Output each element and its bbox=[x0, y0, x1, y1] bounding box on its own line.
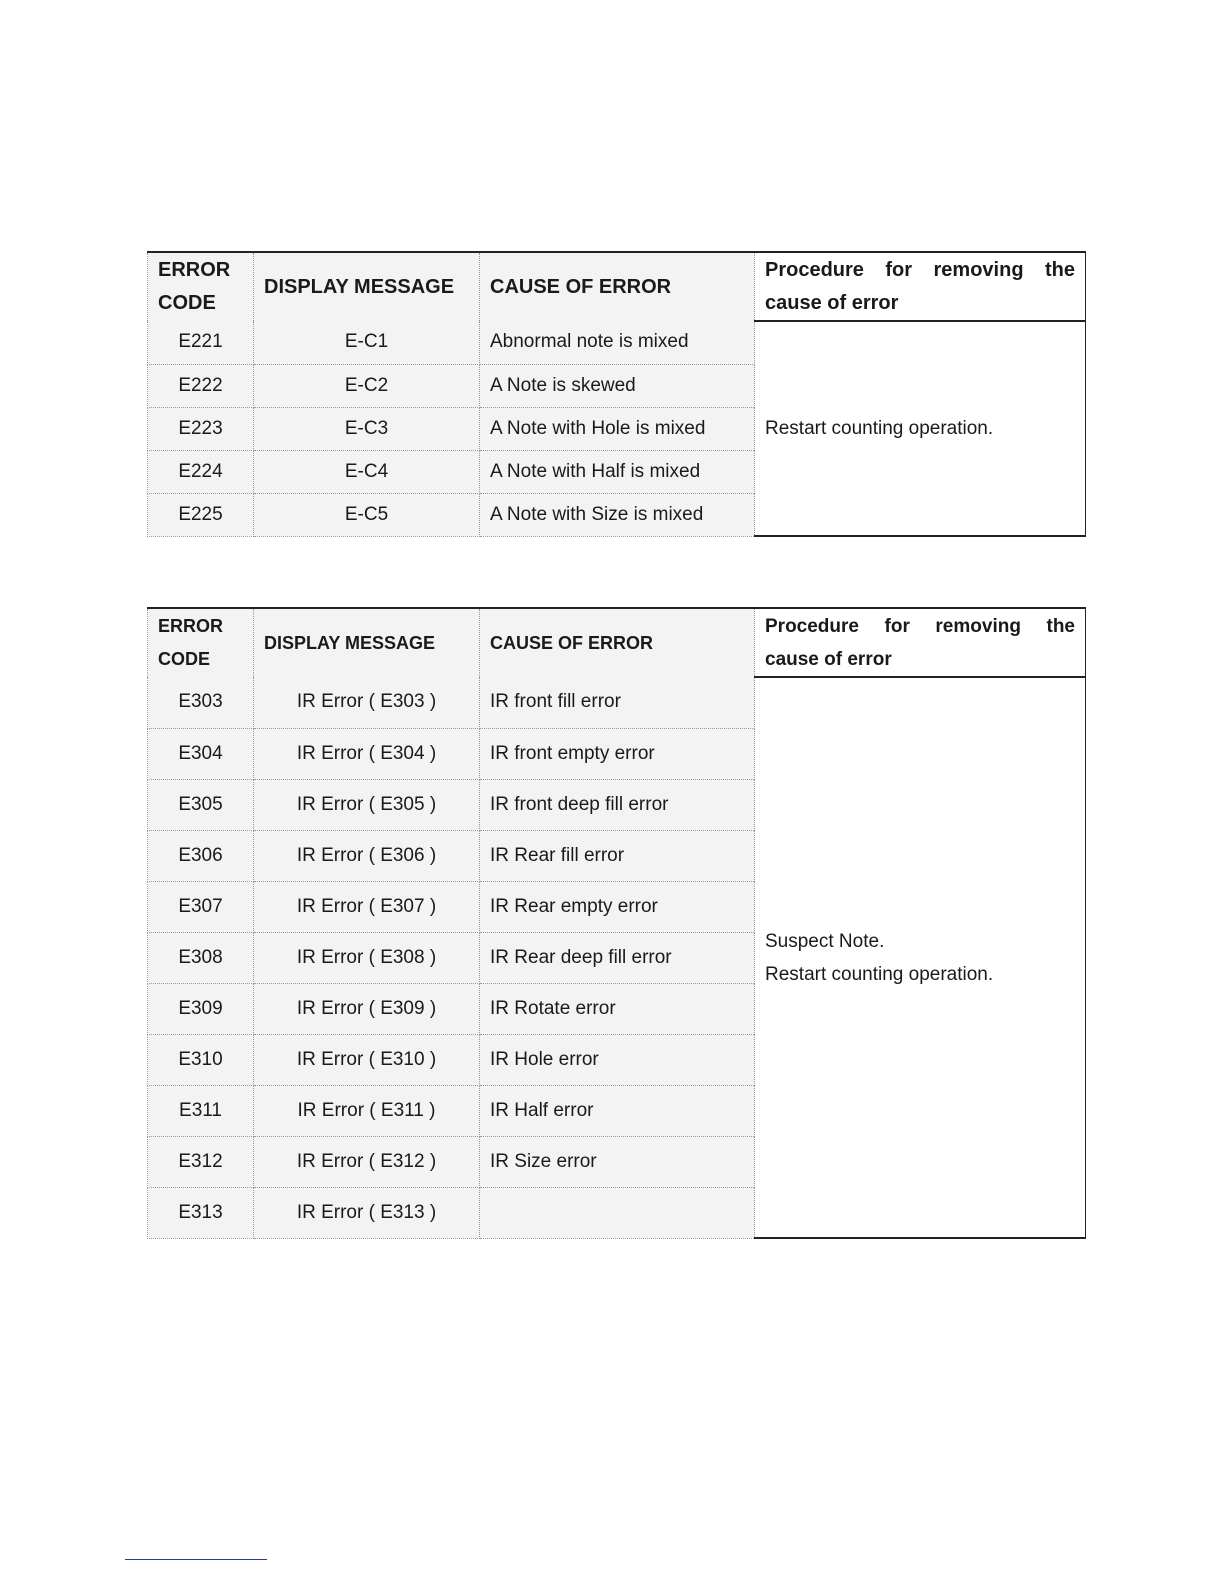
header-procedure-line1: Procedure for removing the bbox=[765, 615, 1075, 637]
display-message-cell: IR Error ( E303 ) bbox=[254, 677, 480, 728]
header-error-code-line2: CODE bbox=[158, 649, 211, 669]
header-display-message: DISPLAY MESSAGE bbox=[254, 252, 480, 321]
error-code-cell: E308 bbox=[148, 932, 254, 983]
header-procedure bbox=[755, 608, 1086, 677]
cause-cell bbox=[480, 1187, 755, 1238]
table-row bbox=[148, 677, 1086, 728]
display-message-cell: IR Error ( E309 ) bbox=[254, 983, 480, 1034]
display-message-cell: IR Error ( E306 ) bbox=[254, 830, 480, 881]
error-code-cell: E313 bbox=[148, 1187, 254, 1238]
cause-cell: IR front deep fill error bbox=[480, 779, 755, 830]
header-error-code bbox=[148, 252, 254, 321]
cause-cell: A Note with Half is mixed bbox=[480, 450, 755, 493]
cause-cell: IR front fill error bbox=[480, 677, 755, 728]
cause-cell: A Note is skewed bbox=[480, 364, 755, 407]
header-cause-of-error: CAUSE OF ERROR bbox=[480, 252, 755, 321]
cause-cell: A Note with Size is mixed bbox=[480, 493, 755, 536]
error-code-cell: E307 bbox=[148, 881, 254, 932]
header-display-message: DISPLAY MESSAGE bbox=[254, 608, 480, 677]
error-code-cell: E222 bbox=[148, 364, 254, 407]
error-code-cell: E223 bbox=[148, 407, 254, 450]
error-code-cell: E303 bbox=[148, 677, 254, 728]
footnote-separator bbox=[125, 1559, 267, 1560]
header-error-code-line1: ERROR bbox=[158, 259, 231, 281]
header-procedure-line2: cause of error bbox=[765, 648, 892, 670]
display-message-cell: IR Error ( E311 ) bbox=[254, 1085, 480, 1136]
procedure-line2: Restart counting operation. bbox=[765, 963, 994, 985]
error-code-cell: E221 bbox=[148, 321, 254, 364]
error-code-cell: E225 bbox=[148, 493, 254, 536]
display-message-cell: IR Error ( E305 ) bbox=[254, 779, 480, 830]
cause-cell: IR Hole error bbox=[480, 1034, 755, 1085]
display-message-cell: IR Error ( E304 ) bbox=[254, 728, 480, 779]
table-header-row bbox=[148, 608, 1086, 677]
header-procedure-line1: Procedure for removing the bbox=[765, 258, 1075, 281]
error-code-cell: E311 bbox=[148, 1085, 254, 1136]
cause-cell: IR Half error bbox=[480, 1085, 755, 1136]
error-code-cell: E310 bbox=[148, 1034, 254, 1085]
display-message-cell: IR Error ( E310 ) bbox=[254, 1034, 480, 1085]
error-code-cell: E312 bbox=[148, 1136, 254, 1187]
header-error-code-line2: CODE bbox=[158, 292, 216, 314]
procedure-cell: Restart counting operation. bbox=[755, 321, 1086, 536]
error-code-cell: E309 bbox=[148, 983, 254, 1034]
cause-cell: A Note with Hole is mixed bbox=[480, 407, 755, 450]
header-error-code bbox=[148, 608, 254, 677]
display-message-cell: IR Error ( E313 ) bbox=[254, 1187, 480, 1238]
display-message-cell: E-C4 bbox=[254, 450, 480, 493]
cause-cell: IR Rear fill error bbox=[480, 830, 755, 881]
display-message-cell: IR Error ( E308 ) bbox=[254, 932, 480, 983]
error-table-e3xx bbox=[147, 607, 1086, 1239]
cause-cell: IR Size error bbox=[480, 1136, 755, 1187]
header-procedure bbox=[755, 252, 1086, 321]
display-message-cell: IR Error ( E312 ) bbox=[254, 1136, 480, 1187]
procedure-line1: Suspect Note. bbox=[765, 930, 885, 952]
error-code-cell: E304 bbox=[148, 728, 254, 779]
error-code-cell: E306 bbox=[148, 830, 254, 881]
error-table-e2xx bbox=[147, 251, 1086, 537]
display-message-cell: E-C3 bbox=[254, 407, 480, 450]
header-error-code-line1: ERROR bbox=[158, 616, 224, 636]
display-message-cell: E-C5 bbox=[254, 493, 480, 536]
cause-cell: IR Rear empty error bbox=[480, 881, 755, 932]
procedure-cell bbox=[755, 677, 1086, 1238]
cause-cell: Abnormal note is mixed bbox=[480, 321, 755, 364]
header-cause-of-error: CAUSE OF ERROR bbox=[480, 608, 755, 677]
error-code-cell: E305 bbox=[148, 779, 254, 830]
display-message-cell: E-C1 bbox=[254, 321, 480, 364]
cause-cell: IR front empty error bbox=[480, 728, 755, 779]
display-message-cell: E-C2 bbox=[254, 364, 480, 407]
table-row bbox=[148, 321, 1086, 364]
table-header-row bbox=[148, 252, 1086, 321]
cause-cell: IR Rotate error bbox=[480, 983, 755, 1034]
error-code-cell: E224 bbox=[148, 450, 254, 493]
display-message-cell: IR Error ( E307 ) bbox=[254, 881, 480, 932]
header-procedure-line2: cause of error bbox=[765, 291, 899, 314]
cause-cell: IR Rear deep fill error bbox=[480, 932, 755, 983]
